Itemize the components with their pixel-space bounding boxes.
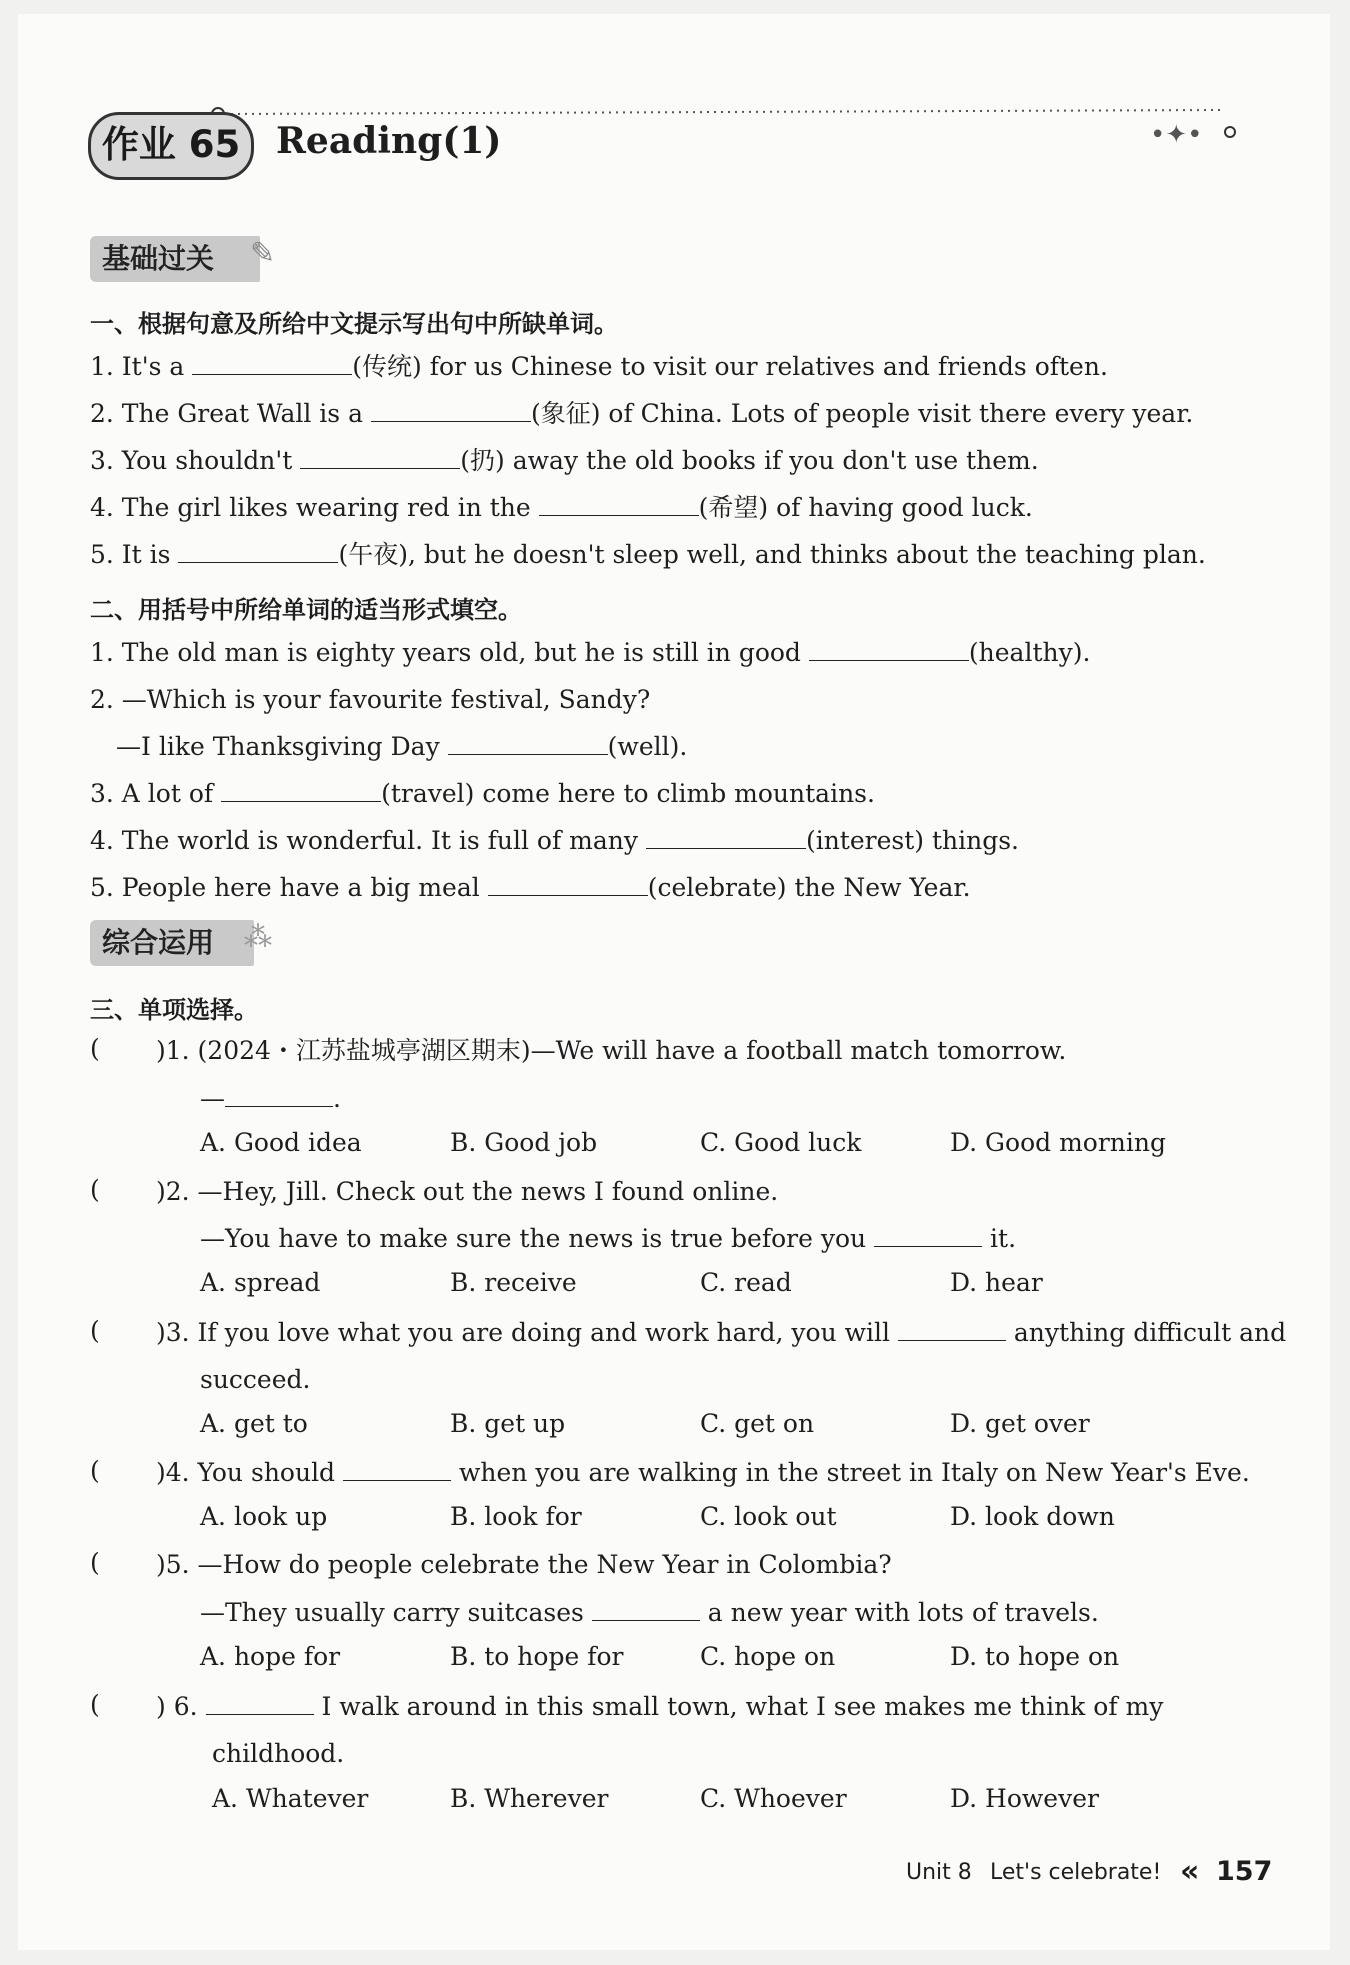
- part2-item-4: 4. The world is wonderful. It is full of many (interest) things.: [90, 826, 1019, 855]
- answer-blank[interactable]: [809, 642, 969, 661]
- q6-option-b[interactable]: B. Wherever: [450, 1784, 609, 1813]
- part2-item-1: 1. The old man is eighty years old, but he is still in good (healthy).: [90, 638, 1091, 667]
- answer-blank[interactable]: [300, 450, 460, 469]
- answer-paren[interactable]: (: [90, 1548, 100, 1577]
- question-5-reply: —They usually carry suitcases a new year with lots of travels.: [200, 1598, 1099, 1627]
- answer-paren[interactable]: (: [90, 1175, 100, 1204]
- question-5: )5. —How do people celebrate the New Year in Colombia?: [156, 1550, 892, 1579]
- part1-item-5: 5. It is (午夜), but he doesn't sleep well, and thinks about the teaching plan.: [90, 540, 1206, 569]
- q6-option-a[interactable]: A. Whatever: [212, 1784, 369, 1813]
- part2-item-2: 2. —Which is your favourite festival, Sandy?: [90, 685, 651, 714]
- part1-item-1: 1. It's a (传统) for us Chinese to visit our relatives and friends often.: [90, 352, 1108, 381]
- part1-item-2: 2. The Great Wall is a (象征) of China. Lots of people visit there every year.: [90, 399, 1194, 428]
- page-number: 157: [1216, 1856, 1273, 1887]
- answer-blank[interactable]: [898, 1322, 1006, 1341]
- part3-heading: 三、单项选择。: [90, 996, 258, 1024]
- question-6-cont: childhood.: [212, 1739, 345, 1768]
- q3-option-a[interactable]: A. get to: [200, 1409, 308, 1438]
- q1-option-a[interactable]: A. Good idea: [200, 1128, 362, 1157]
- question-2-reply: —You have to make sure the news is true before you it.: [200, 1224, 1017, 1253]
- part2-item-5: 5. People here have a big meal (celebrate) the New Year.: [90, 873, 971, 902]
- answer-blank[interactable]: [221, 783, 381, 802]
- q4-option-b[interactable]: B. look for: [450, 1502, 582, 1531]
- decor-stars-icon: ⁂: [244, 920, 272, 953]
- footer-unit: Unit 8: [906, 1860, 972, 1885]
- q5-option-a[interactable]: A. hope for: [200, 1642, 341, 1671]
- question-1: )1. (2024・江苏盐城亭湖区期末)—We will have a football match tomorrow.: [156, 1036, 1067, 1065]
- q4-option-d[interactable]: D. look down: [950, 1502, 1115, 1531]
- answer-blank[interactable]: [488, 877, 648, 896]
- section-tag-basic: 基础过关: [90, 236, 260, 282]
- sparkle-icon: •✦•: [1150, 120, 1203, 150]
- answer-blank[interactable]: [448, 736, 608, 755]
- question-1-reply: — .: [200, 1084, 341, 1113]
- answer-blank[interactable]: [178, 544, 338, 563]
- question-3: )3. If you love what you are doing and work hard, you will anything difficult and: [156, 1318, 1287, 1347]
- q5-option-d[interactable]: D. to hope on: [950, 1642, 1120, 1671]
- q1-option-b[interactable]: B. Good job: [450, 1128, 598, 1157]
- q4-option-c[interactable]: C. look out: [700, 1502, 837, 1531]
- q3-option-b[interactable]: B. get up: [450, 1409, 566, 1438]
- part1-heading: 一、根据句意及所给中文提示写出句中所缺单词。: [90, 310, 618, 338]
- q5-option-b[interactable]: B. to hope for: [450, 1642, 624, 1671]
- answer-blank[interactable]: [192, 356, 352, 375]
- q3-option-d[interactable]: D. get over: [950, 1409, 1090, 1438]
- q1-option-d[interactable]: D. Good morning: [950, 1128, 1166, 1157]
- part1-item-3: 3. You shouldn't (扔) away the old books if you don't use them.: [90, 446, 1039, 475]
- part1-item-4: 4. The girl likes wearing red in the (希望) of having good luck.: [90, 493, 1033, 522]
- part2-item-3: 3. A lot of (travel) come here to climb mountains.: [90, 779, 875, 808]
- footer-title: Let's celebrate!: [990, 1860, 1162, 1885]
- q6-option-c[interactable]: C. Whoever: [700, 1784, 847, 1813]
- answer-blank[interactable]: [539, 497, 699, 516]
- answer-blank[interactable]: [646, 830, 806, 849]
- answer-blank[interactable]: [343, 1462, 451, 1481]
- double-chevron-left-icon: «: [1180, 1854, 1200, 1889]
- q1-option-c[interactable]: C. Good luck: [700, 1128, 862, 1157]
- question-4: )4. You should when you are walking in the street in Italy on New Year's Eve.: [156, 1458, 1250, 1487]
- q4-option-a[interactable]: A. look up: [200, 1502, 328, 1531]
- answer-paren[interactable]: (: [90, 1316, 100, 1345]
- page-title: Reading(1): [276, 120, 502, 162]
- pencil-icon: ✎: [250, 236, 276, 271]
- question-6: ) 6. I walk around in this small town, what I see makes me think of my: [156, 1692, 1164, 1721]
- part2-heading: 二、用括号中所给单词的适当形式填空。: [90, 596, 522, 624]
- q2-option-b[interactable]: B. receive: [450, 1268, 577, 1297]
- assignment-badge: 作业 65: [88, 112, 254, 180]
- part2-item-2-answer: —I like Thanksgiving Day (well).: [116, 732, 688, 761]
- q3-option-c[interactable]: C. get on: [700, 1409, 815, 1438]
- question-3-cont: succeed.: [200, 1365, 311, 1394]
- q5-option-c[interactable]: C. hope on: [700, 1642, 836, 1671]
- answer-blank[interactable]: [874, 1228, 982, 1247]
- q2-option-a[interactable]: A. spread: [200, 1268, 321, 1297]
- answer-blank[interactable]: [371, 403, 531, 422]
- answer-blank[interactable]: [592, 1602, 700, 1621]
- answer-paren[interactable]: (: [90, 1034, 100, 1063]
- q2-option-d[interactable]: D. hear: [950, 1268, 1043, 1297]
- answer-blank[interactable]: [225, 1088, 333, 1107]
- section-tag-comprehensive: 综合运用: [90, 920, 254, 966]
- q2-option-c[interactable]: C. read: [700, 1268, 792, 1297]
- answer-paren[interactable]: (: [90, 1690, 100, 1719]
- q6-option-d[interactable]: D. However: [950, 1784, 1099, 1813]
- question-2: )2. —Hey, Jill. Check out the news I found online.: [156, 1177, 779, 1206]
- answer-paren[interactable]: (: [90, 1456, 100, 1485]
- answer-blank[interactable]: [206, 1696, 314, 1715]
